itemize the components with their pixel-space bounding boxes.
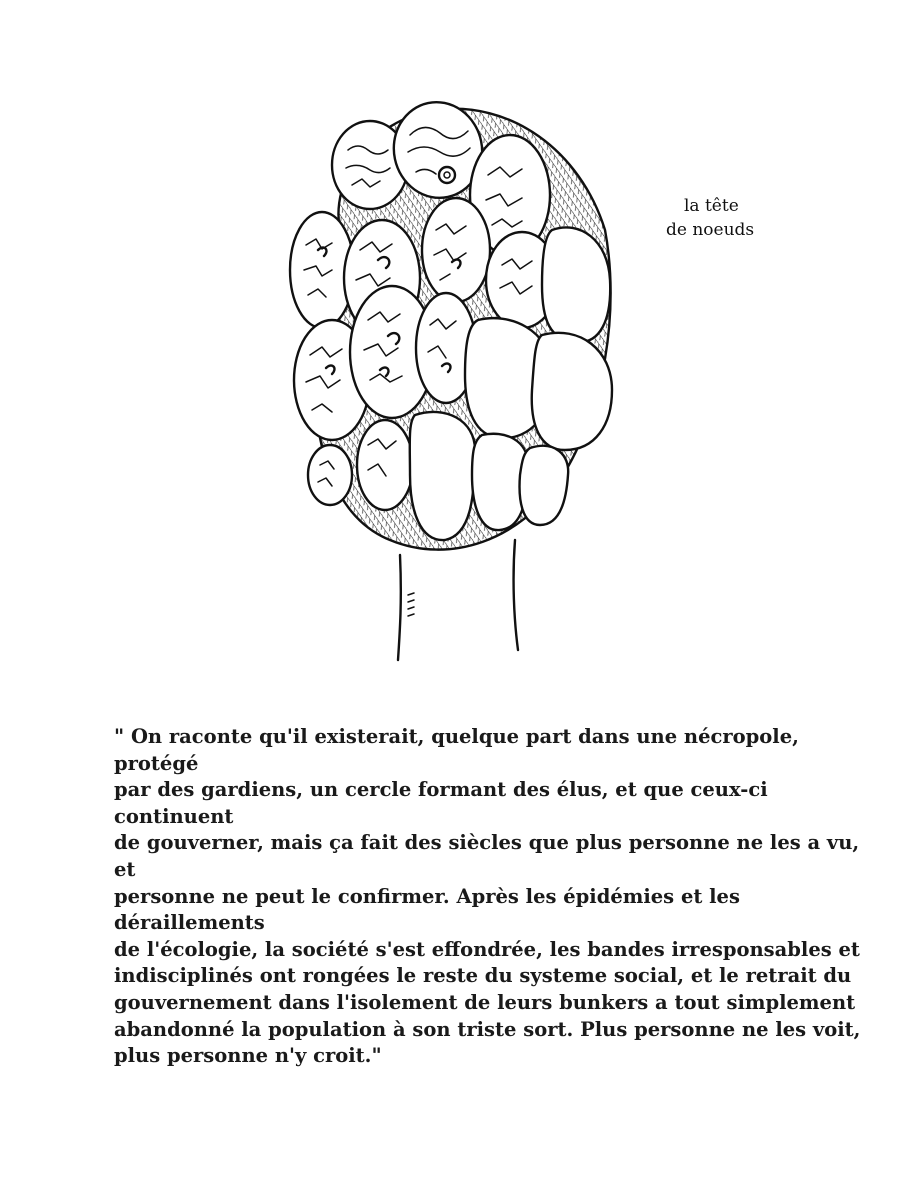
caption-line-2: de noeuds (666, 220, 755, 240)
knot-head-drawing-icon (260, 80, 640, 670)
quote-paragraph: " On raconte qu'il existerait, quelque part dans une nécropole, protégé par des gardiens, un cercle formant des élus, et que ceux-ci continuent de gouverner, mais ça fait des siècles que plus personne ne les a vu, et personne ne peut le confirmer. Après les épidémies et les déraillements de l'écologie, la société s'est effondrée, les bandes irresponsables et indisciplinés ont rongées le reste du systeme social, et le retrait du gouvernement dans l'isolement de leurs bunkers a tout simplement abandonné la population à son triste sort. Plus personne ne les voit, plus personne n'y croit." (114, 725, 861, 1068)
caption-line-1: la tête (684, 196, 739, 216)
neck-stem (398, 555, 401, 660)
